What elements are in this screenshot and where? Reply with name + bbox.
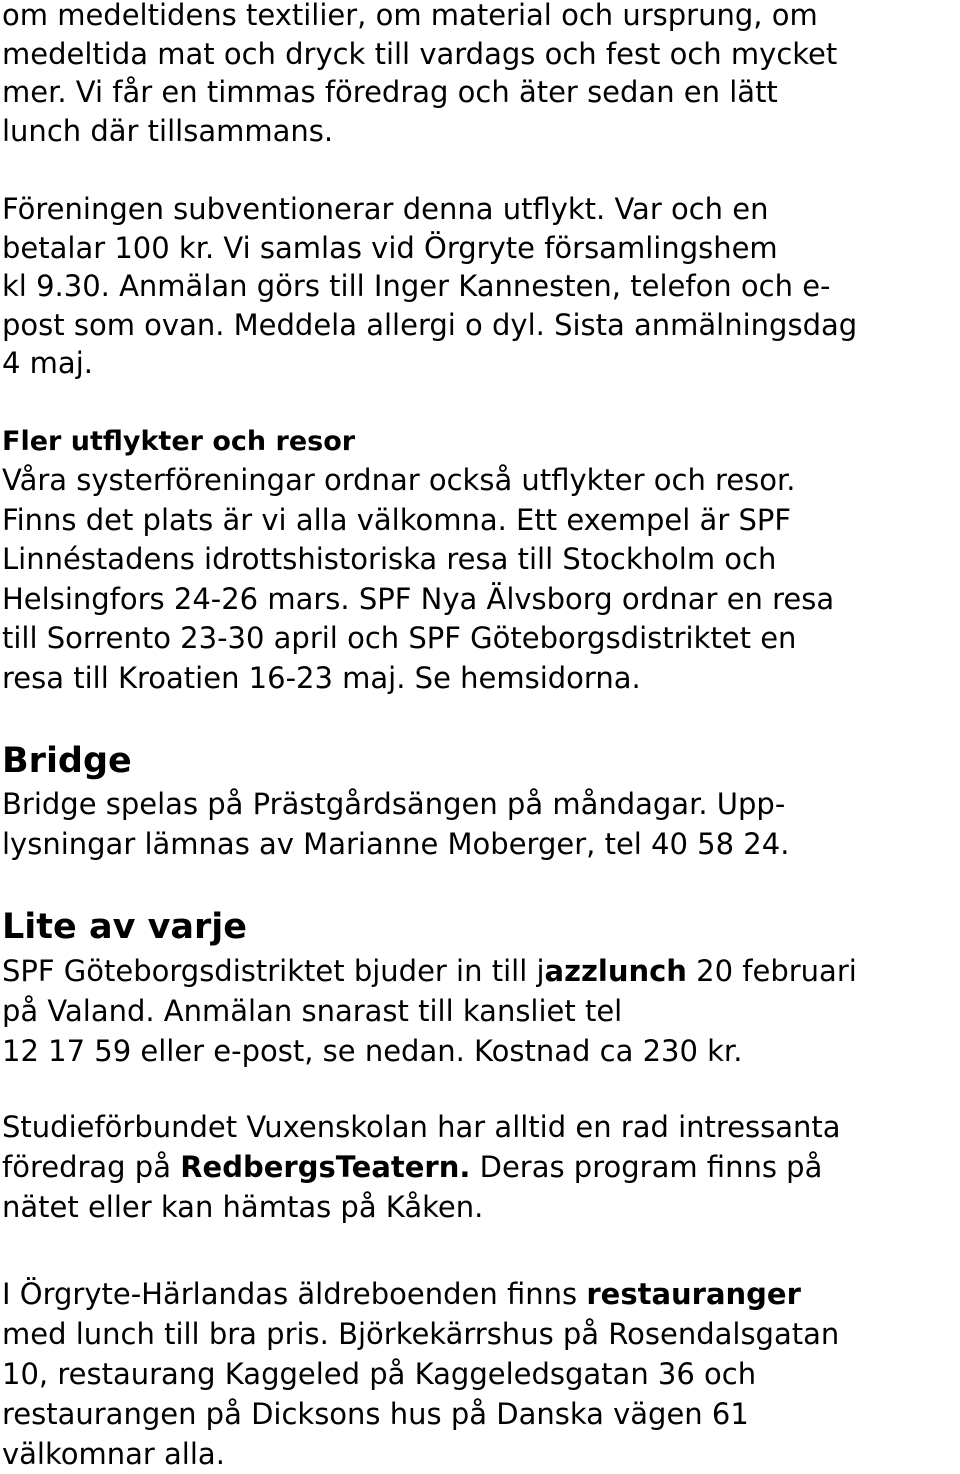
text-line: mer. Vi får en timmas föredrag och äter sedan en lätt <box>2 75 778 110</box>
text-line: kl 9.30. Anmälan görs till Inger Kannesten, telefon och e- <box>2 269 831 304</box>
text-line: medeltida mat och dryck till vardags och fest och mycket <box>2 36 838 71</box>
text-line: post som ovan. Meddela allergi o dyl. Sista anmälningsdag <box>2 307 858 342</box>
text-line: Finns det plats är vi alla välkomna. Ett exempel är SPF <box>2 502 792 537</box>
text-line: lunch där tillsammans. <box>2 113 334 148</box>
paragraph-intro <box>2 0 837 150</box>
text-line: med lunch till bra pris. Björkekärrshus på Rosendalsgatan <box>2 1317 840 1351</box>
paragraph-vuxenskolan <box>2 1107 841 1227</box>
paragraph-subvention <box>2 190 857 383</box>
redbergsteatern-emphasis: RedbergsTeatern. <box>180 1150 471 1184</box>
paragraph-fler-utflykter <box>2 461 834 698</box>
text-line: Studieförbundet Vuxenskolan har alltid en rad intressanta <box>2 1110 841 1144</box>
heading-bridge: Bridge <box>2 741 132 781</box>
heading-fler-utflykter: Fler utflykter och resor <box>2 426 356 457</box>
text-line-prefix: SPF Göteborgsdistriktet bjuder in till j <box>2 954 545 988</box>
paragraph-bridge <box>2 784 789 864</box>
text-line: restaurangen på Dicksons hus på Danska vägen 61 <box>2 1397 749 1431</box>
text-line-prefix: I Örgryte-Härlandas äldreboenden finns <box>2 1277 587 1311</box>
paragraph-jazzlunch <box>2 951 857 1071</box>
text-line-suffix: 20 februari <box>686 954 857 988</box>
text-line: Föreningen subventionerar denna utflykt. Var och en <box>2 192 769 226</box>
text-line: 4 maj. <box>2 346 93 381</box>
text-line: på Valand. Anmälan snarast till kansliet tel <box>2 994 623 1028</box>
text-line: om medeltidens textilier, om material och ursprung, om <box>2 0 818 32</box>
restauranger-emphasis: restauranger <box>586 1277 801 1311</box>
text-line: lysningar lämnas av Marianne Moberger, tel 40 58 24. <box>2 827 790 861</box>
text-line: Våra systerföreningar ordnar också utflykter och resor. <box>2 463 796 497</box>
text-line: nätet eller kan hämtas på Kåken. <box>2 1190 484 1224</box>
text-line: Bridge spelas på Prästgårdsängen på måndagar. Upp- <box>2 787 786 821</box>
text-line-suffix: Deras program finns på <box>470 1150 823 1184</box>
heading-lite-av-varje: Lite av varje <box>2 907 247 947</box>
text-line: 12 17 59 eller e-post, se nedan. Kostnad ca 230 kr. <box>2 1034 743 1068</box>
text-line: Helsingfors 24-26 mars. SPF Nya Älvsborg ordnar en resa <box>2 581 835 616</box>
text-line: välkomnar alla. <box>2 1437 225 1471</box>
text-line: 10, restaurang Kaggeled på Kaggeledsgatan 36 och <box>2 1357 757 1391</box>
text-line-prefix: föredrag på <box>2 1150 181 1184</box>
paragraph-restauranger <box>2 1274 839 1474</box>
text-line: till Sorrento 23-30 april och SPF Göteborgsdistriktet en <box>2 621 797 655</box>
text-line: betalar 100 kr. Vi samlas vid Örgryte församlingshem <box>2 230 778 265</box>
text-line: resa till Kroatien 16-23 maj. Se hemsidorna. <box>2 660 641 695</box>
jazzlunch-emphasis: azzlunch <box>544 954 687 988</box>
text-line: Linnéstadens idrottshistoriska resa till Stockholm och <box>2 542 777 576</box>
